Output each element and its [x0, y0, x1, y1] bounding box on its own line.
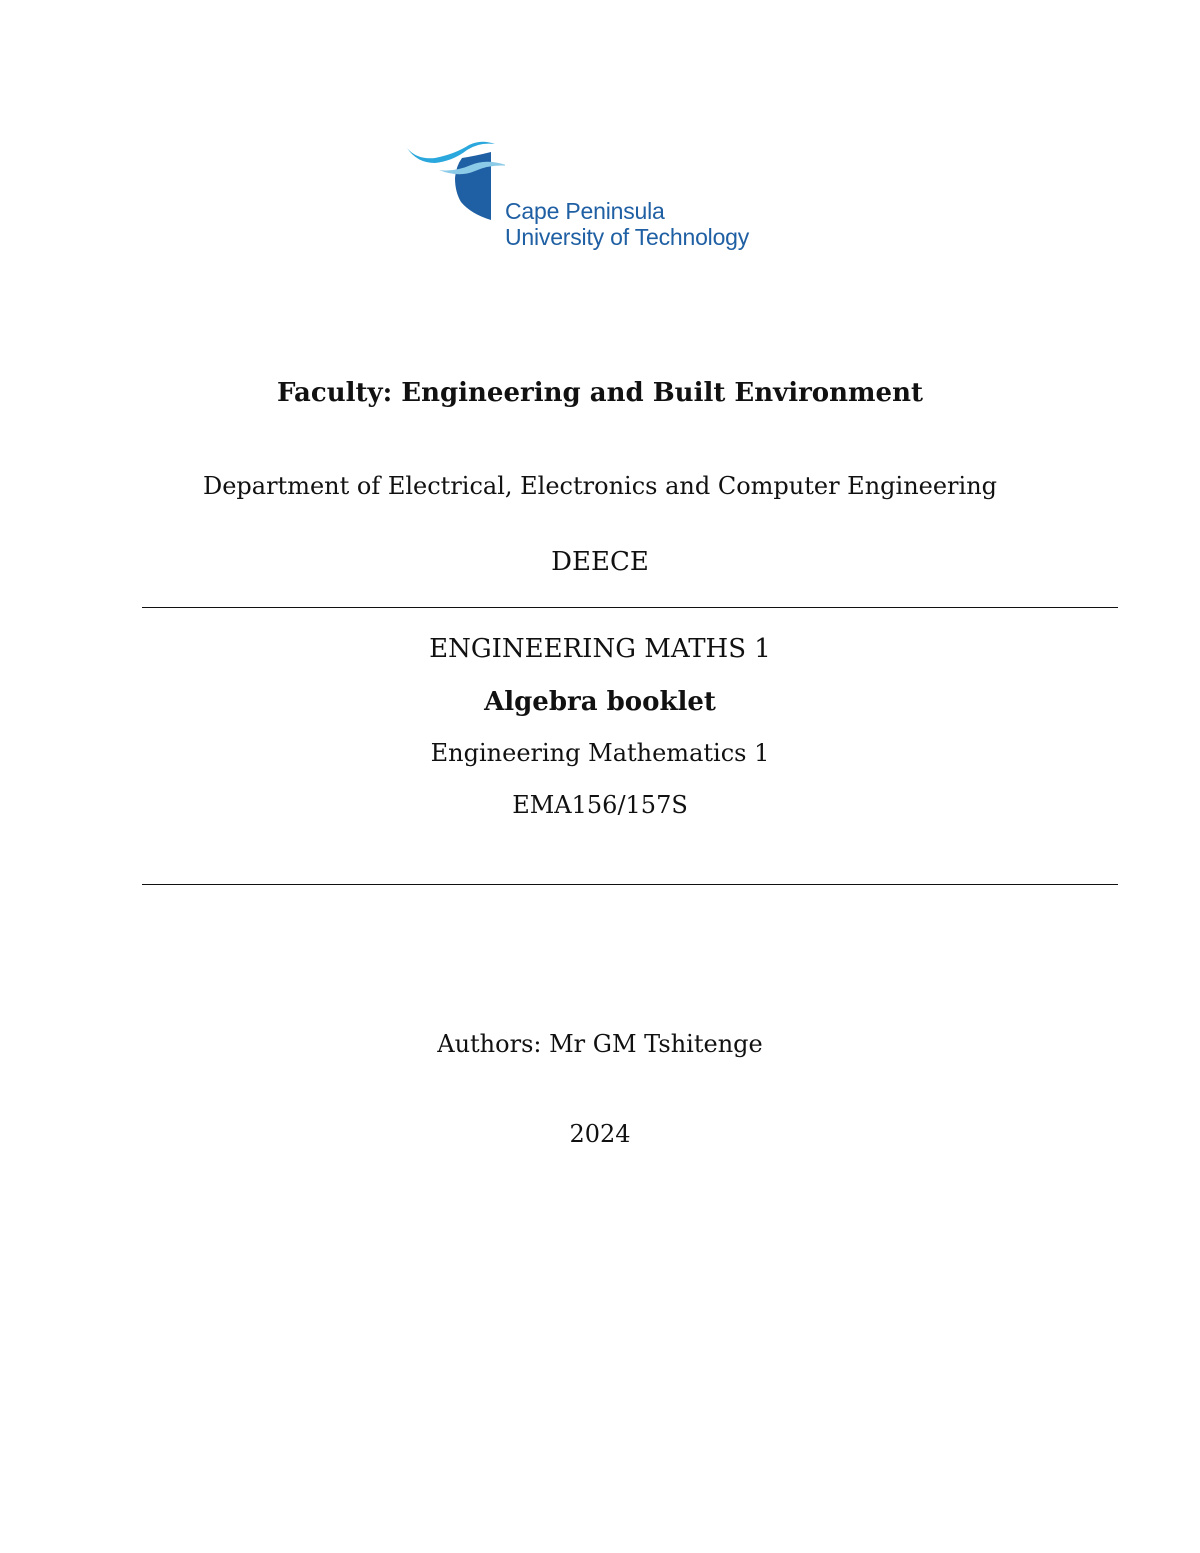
bottom-divider: [142, 884, 1118, 885]
top-divider: [142, 607, 1118, 608]
cput-emblem-icon: [405, 136, 505, 226]
course-title: ENGINEERING MATHS 1: [429, 634, 771, 664]
logo-line-1: Cape Peninsula: [505, 198, 665, 224]
logo-line-2: University of Technology: [505, 224, 750, 250]
booklet-title: Algebra booklet: [484, 687, 716, 717]
course-code: EMA156/157S: [512, 791, 688, 819]
department-name: Department of Electrical, Electronics and Computer Engineering: [202, 472, 998, 500]
university-logo: [405, 136, 805, 266]
year: 2024: [569, 1120, 631, 1148]
subject-name: Engineering Mathematics 1: [430, 739, 770, 767]
logo-wordmark: [505, 198, 749, 250]
faculty-heading: Faculty: Engineering and Built Environment: [276, 378, 924, 408]
authors-line: Authors: Mr GM Tshitenge: [437, 1030, 763, 1058]
department-abbreviation: DEECE: [551, 547, 649, 577]
